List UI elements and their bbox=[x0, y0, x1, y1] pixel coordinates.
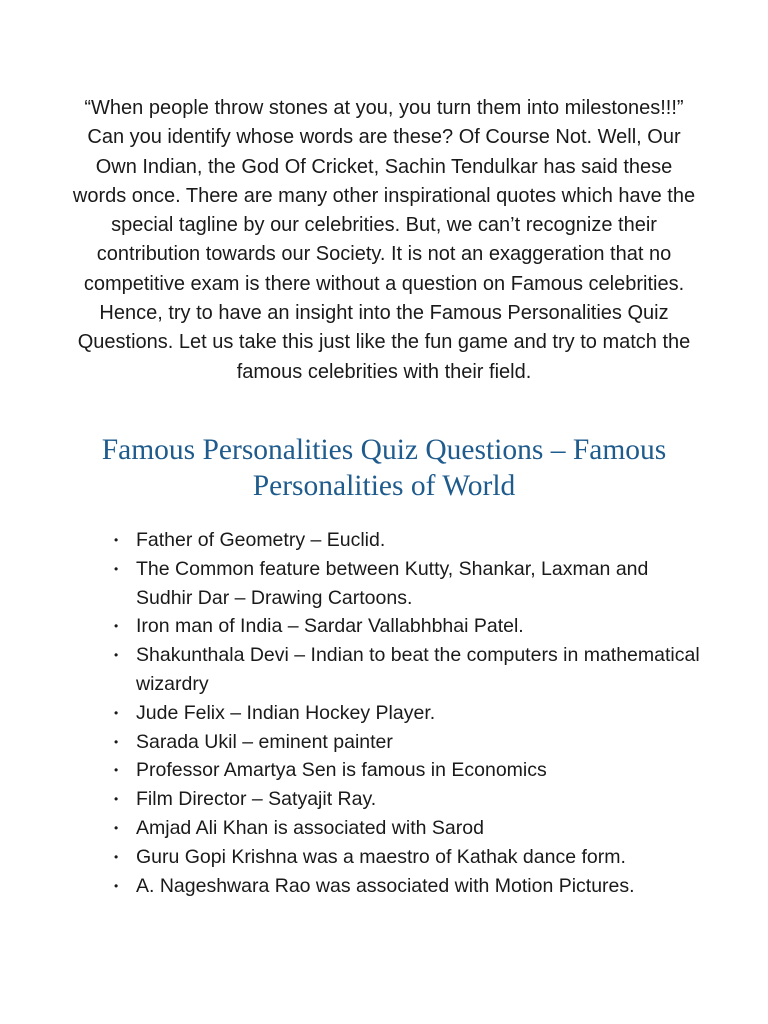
bullet-icon: • bbox=[114, 734, 119, 749]
list-item-text: Guru Gopi Krishna was a maestro of Kathak dance form. bbox=[136, 845, 626, 868]
intro-paragraph: “When people throw stones at you, you turn them into milestones!!!” Can you identify whose words are these? Of Course Not. Well, Our Own Indian, the God Of Cricket, Sachin Tendulkar has said these words once. There are many other inspirational quotes which have the special tagline by our celebrities. But, we can’t recognize their contribution towards our Society. It is not an exaggeration that no competitive exam is there without a question on Famous celebrities. Hence, try to have an insight into the Famous Personalities Quiz Questions. Let us take this just like the fun game and try to match the famous celebrities with their field. bbox=[72, 97, 696, 383]
list-item-text: Father of Geometry – Euclid. bbox=[136, 529, 386, 551]
bullet-icon: • bbox=[114, 849, 119, 864]
bullet-icon: • bbox=[114, 820, 119, 835]
bullet-icon: • bbox=[114, 619, 119, 634]
list-item-text: Amjad Ali Khan is associated with Sarod bbox=[136, 816, 484, 839]
list-item-text: A. Nageshwara Rao was associated with Motion Pictures. bbox=[136, 874, 635, 897]
list-item bbox=[110, 699, 710, 728]
list-item-text: Professor Amartya Sen is famous in Economics bbox=[136, 759, 547, 782]
list-item bbox=[110, 555, 710, 613]
list-item bbox=[110, 756, 710, 785]
list-item-text: Shakunthala Devi – Indian to beat the computers in mathematical wizardry bbox=[136, 644, 700, 695]
list-item-text: Sarada Ukil – eminent painter bbox=[136, 730, 393, 753]
list-item-text: Iron man of India – Sardar Vallabhbhai Patel. bbox=[136, 615, 524, 638]
list-item bbox=[110, 612, 710, 641]
bullet-icon: • bbox=[114, 533, 119, 547]
bullet-icon: • bbox=[114, 878, 119, 893]
bullet-icon: • bbox=[114, 561, 119, 576]
list-item-text: Jude Felix – Indian Hockey Player. bbox=[136, 701, 436, 724]
list-item bbox=[110, 843, 710, 872]
list-item bbox=[110, 728, 710, 757]
personalities-list bbox=[110, 526, 710, 900]
bullet-icon: • bbox=[114, 705, 119, 720]
list-item-text: Film Director – Satyajit Ray. bbox=[136, 788, 377, 811]
list-item bbox=[110, 526, 710, 555]
bullet-icon: • bbox=[114, 792, 119, 807]
list-item bbox=[110, 814, 710, 843]
list-item bbox=[110, 641, 710, 699]
list-item bbox=[110, 872, 710, 901]
list-item bbox=[110, 785, 710, 814]
bullet-icon: • bbox=[114, 648, 119, 663]
section-heading: Famous Personalities Quiz Questions – Famous Personalities of World bbox=[101, 434, 667, 502]
bullet-icon: • bbox=[114, 763, 119, 778]
list-item-text: The Common feature between Kutty, Shankar, Laxman and Sudhir Dar – Drawing Cartoons. bbox=[136, 557, 649, 609]
